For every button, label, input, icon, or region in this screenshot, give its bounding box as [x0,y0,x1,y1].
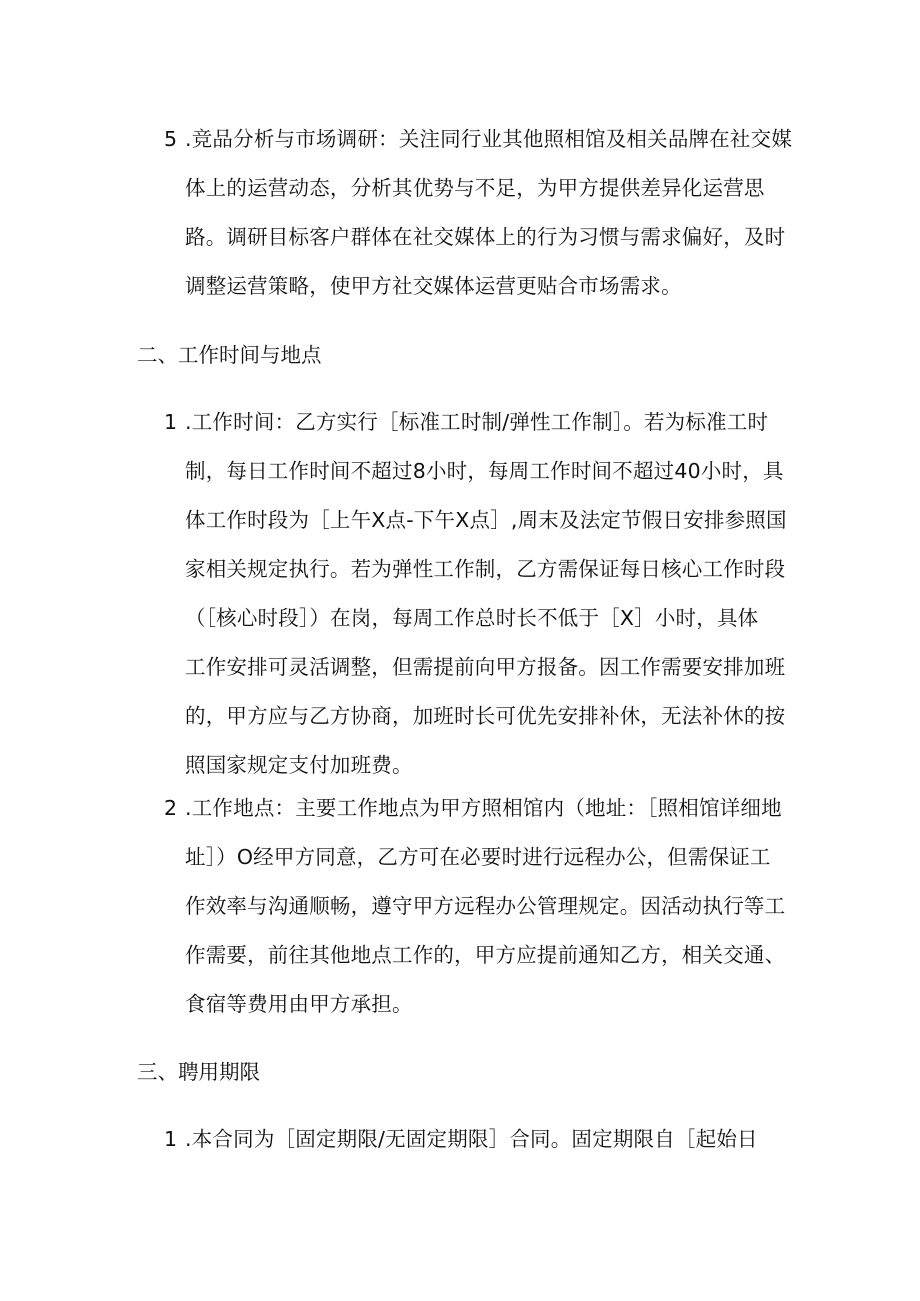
clause-text-line: 工作安排可灵活调整，但需提前向甲方报备。因工作需要安排加班 [185,655,786,679]
clause-text-line: 食宿等费用由甲方承担。 [185,992,413,1016]
clause-text-line: .工作地点：主要工作地点为甲方照相馆内（地址：［照相馆详细地 [185,796,782,820]
clause-text-line: 家相关规定执行。若为弹性工作制，乙方需保证每日核心工作时段 [185,557,786,581]
clause-number: 1 [164,410,178,434]
clause-text-line: 的，甲方应与乙方协商，加班时长可优先安排补休，无法补休的按 [185,704,786,728]
clause-5-competitor-analysis [164,115,793,311]
clause-number: 5 [164,127,178,151]
clause-text-line: .本合同为［固定期限/无固定期限］合同。固定期限自［起始日 [185,1127,758,1151]
clause-text-line: 体上的运营动态，分析其优势与不足，为甲方提供差异化运营思 [185,176,765,200]
clause-number: 1 [164,1127,178,1151]
clause-text-line: 作需要，前往其他地点工作的，甲方应提前通知乙方，相关交通、 [185,943,786,967]
clause-number: 2 [164,796,178,820]
clause-3-1-contract-term [164,1115,784,1164]
clause-text-line: （［核心时段］）在岗，每周工作总时长不低于［X］小时，具体 [185,606,759,630]
clause-text-line: 作效率与沟通顺畅，遵守甲方远程办公管理规定。因活动执行等工 [185,894,786,918]
clause-text-line: 址］）O经甲方同意，乙方可在必要时进行远程办公，但需保证工 [185,845,771,869]
clause-text-line: .工作时间：乙方实行［标准工时制/弹性工作制］。若为标准工时 [185,410,769,434]
clause-2-2-work-location [164,784,784,1029]
clause-text-line: 制，每日工作时间不超过8小时，每周工作时间不超过40小时，具 [185,459,784,483]
clause-text-line: .竞品分析与市场调研：关注同行业其他照相馆及相关品牌在社交媒 [185,127,793,151]
clause-2-1-work-time [164,398,787,790]
clause-text-line: 路。调研目标客户群体在社交媒体上的行为习惯与需求偏好，及时 [185,225,786,249]
clause-text-line: 调整运营策略，使甲方社交媒体运营更贴合市场需求。 [185,274,682,298]
clause-text-line: 照国家规定支付加班费。 [185,753,413,777]
clause-text-line: 体工作时段为［上午X点-下午X点］,周末及法定节假日安排参照国 [185,508,787,532]
section-heading-employment-term: 三、聘用期限 [137,1060,260,1084]
section-heading-work-time-location: 二、工作时间与地点 [137,343,322,367]
